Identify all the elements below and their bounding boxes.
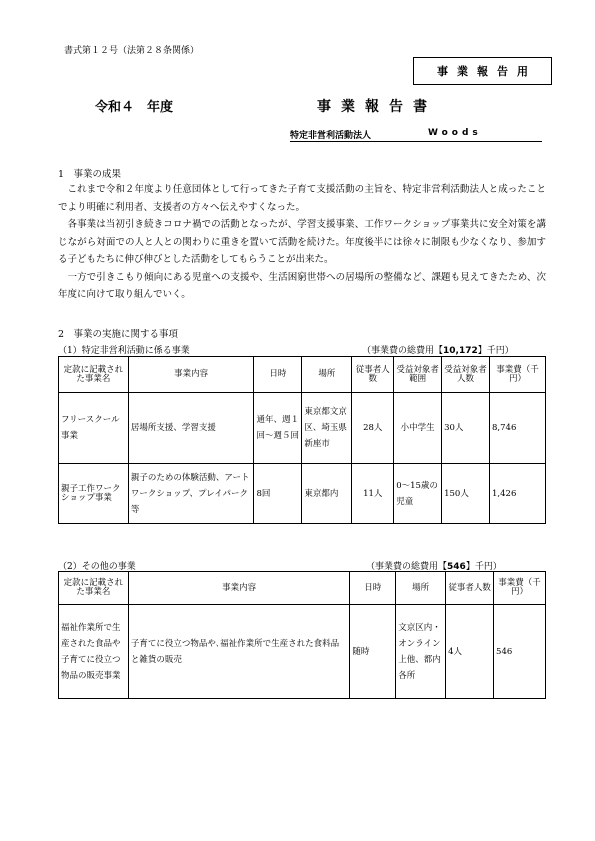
col-header: 日時 [350,572,396,605]
total-value: 10,172 [443,346,478,356]
cell: 8回 [254,464,302,524]
col-header: 事業費（千円） [494,572,546,605]
table-row [59,464,546,524]
cell: 30人 [442,393,490,464]
business-table-1 [58,356,546,524]
paragraph: これまで令和２年度より任意団体として行ってきた子育て支援活動の主旨を、特定非営利活動法人と成ったことでより明確に利用者、支援者の方々へ伝えやすくなった。 [58,184,546,213]
page-title: 事業報告書 [317,99,437,115]
sub2-heading: （2）その他の事業 [58,562,136,572]
cell: 150人 [442,464,490,524]
col-header: 従事者人数 [352,357,394,393]
total-suffix: 】千円） [465,562,502,572]
cell: 子育てに役立つ物品や､福祉作業所で生産された食料品と雑貨の販売 [128,605,349,699]
col-header: 場所 [302,357,352,393]
cell: 4人 [446,605,494,699]
col-header: 事業内容 [128,572,349,605]
paragraph: 一方で引きこもり傾向にある児童への支援や、生活困窮世帯への居場所の整備など、課題も見えてきたため、次年度に向けて取り組んでいく。 [58,271,546,300]
cell: 546 [494,605,546,699]
paragraph: 各事業は当初引き続きコロナ禍での活動となったが、学習支援事業、工作ワークショップ事業共に安全対策を講じながら対面での人と人との関わりに重きを置いて活動を続けた。年度後半には徐々に制限も少なくなり、参加する子どもたちに伸び伸びとした活動をしてもらうことが出来た。 [58,219,546,265]
col-header: 事業費（千円） [490,357,546,393]
section2-heading: 2 事業の実施に関する事項 [58,329,179,340]
cell: 文京区内・オンライン上他、都内各所 [396,605,446,699]
col-header: 場所 [396,572,446,605]
sub1-heading: （1）特定非営利活動に係る事業 [58,346,190,356]
report-stamp: 事業報告用 [413,57,552,85]
cell: 小中学生 [394,393,442,464]
total-suffix: 】千円） [477,346,514,356]
col-header: 受益対象者範囲 [394,357,442,393]
cell: 親子のための体験活動、アートワークショップ、プレイパーク等 [128,464,254,524]
cell: 随時 [350,605,396,699]
fiscal-year: 令和４ 年度 [95,100,174,115]
cell: 居場所支援、学習支援 [128,393,254,464]
table-header-row [59,357,546,393]
col-header: 定款に記載された事業名 [59,572,129,605]
cell: 東京都内 [302,464,352,524]
section1-body [58,181,546,304]
col-header: 受益対象者人数 [442,357,490,393]
cell: 親子工作ワークショップ事業 [59,464,129,524]
sub1-total [362,343,514,356]
organization-line [290,128,542,142]
col-header: 事業内容 [128,357,254,393]
table-row [59,605,546,699]
cell: 1,426 [490,464,546,524]
col-header: 定款に記載された事業名 [59,357,129,393]
cell: 28人 [352,393,394,464]
form-number: 書式第１２号（法第２８条関係） [64,46,200,56]
table-row [59,393,546,464]
col-header: 日時 [254,357,302,393]
total-prefix: （事業費の総費用【 [362,346,444,356]
cell: 11人 [352,464,394,524]
total-prefix: （事業費の総費用【 [366,562,448,572]
cell: 0〜15歳の児童 [394,464,442,524]
org-name: Woods [428,128,482,138]
business-table-2 [58,571,546,699]
org-type: 特定非営利活動法人 [290,131,372,141]
section1-heading: 1 事業の成果 [58,169,122,180]
cell: 8,746 [490,393,546,464]
cell: フリースクール事業 [59,393,129,464]
cell: 福祉作業所で生産された食品や子育てに役立つ物品の販売事業 [59,605,129,699]
col-header: 従事者人数 [446,572,494,605]
cell: 通年、週１回～週５回 [254,393,302,464]
total-value: 546 [447,562,466,572]
cell: 東京都文京区、埼玉県新座市 [302,393,352,464]
table-header-row [59,572,546,605]
